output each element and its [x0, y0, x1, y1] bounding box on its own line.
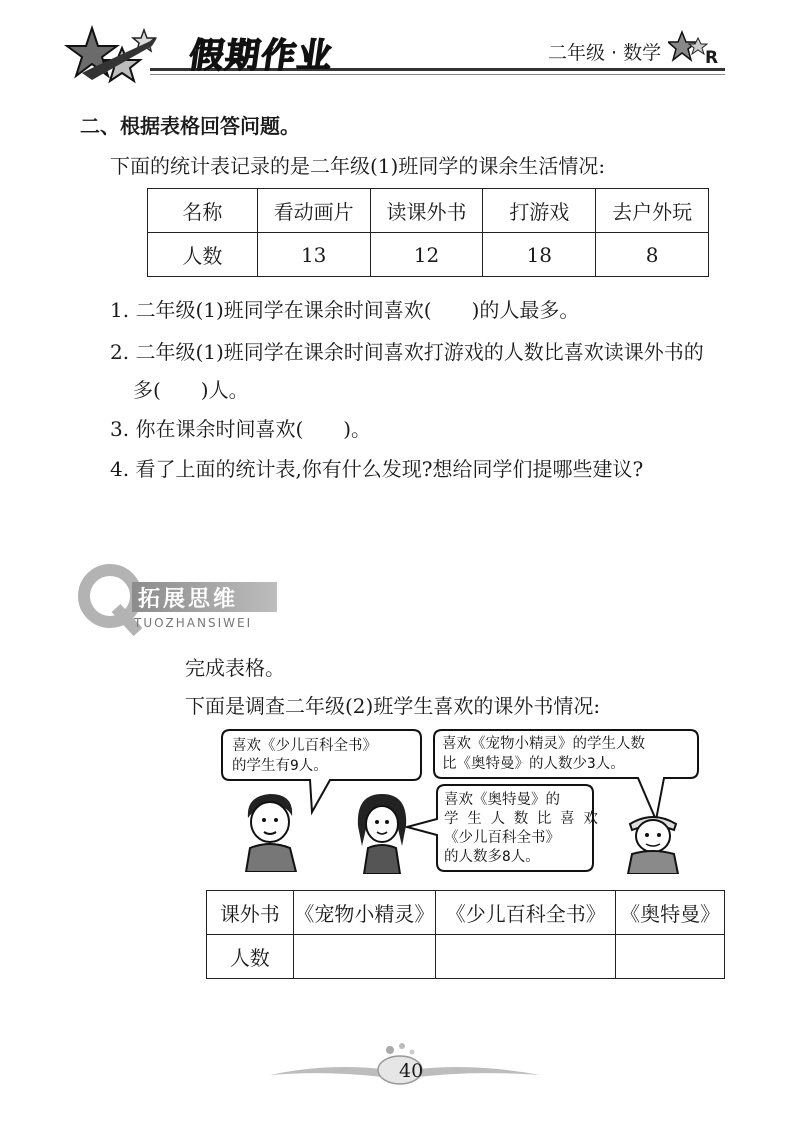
bubble-3-line-1: 喜欢《奥特曼》的 — [444, 792, 560, 808]
table-row — [207, 935, 725, 979]
girl-illustration — [352, 790, 412, 874]
question-2-cont: 多( )人。 — [133, 378, 249, 402]
answer-cell[interactable] — [436, 935, 616, 979]
expand-intro: 下面是调查二年级(2)班学生喜欢的课外书情况: — [185, 694, 601, 718]
bubble-2-line-2: 比《奥特曼》的人数少3人。 — [442, 756, 625, 772]
table-cell: 打游戏 — [483, 189, 596, 233]
boy-1-illustration — [236, 790, 306, 872]
table-cell: 《奥特曼》 — [616, 891, 725, 935]
stats-table — [147, 188, 709, 277]
table-cell: 看动画片 — [257, 189, 370, 233]
header-subtitle: 二年级 · 数学 — [548, 42, 662, 64]
table-row — [207, 891, 725, 935]
expand-title: 拓展思维 — [138, 587, 239, 612]
table-cell: 人数 — [207, 935, 294, 979]
table-cell: 《少儿百科全书》 — [436, 891, 616, 935]
header-stars-logo — [62, 18, 162, 98]
section-title: 二、根据表格回答问题。 — [80, 114, 300, 138]
table-cell: 读课外书 — [370, 189, 483, 233]
table-cell: 《宠物小精灵》 — [293, 891, 435, 935]
boy-2-illustration — [620, 808, 686, 874]
table-cell: 12 — [370, 233, 483, 277]
header-title: 假期作业 — [186, 36, 337, 76]
table-cell: 课外书 — [207, 891, 294, 935]
bubble-1-line-1: 喜欢《少儿百科全书》 — [232, 738, 377, 754]
expand-task: 完成表格。 — [185, 656, 285, 680]
table-cell: 去户外玩 — [596, 189, 709, 233]
question-1: 1. 二年级(1)班同学在课余时间喜欢( )的人最多。 — [110, 298, 580, 322]
table-cell: 名称 — [148, 189, 258, 233]
answer-cell[interactable] — [293, 935, 435, 979]
table-row — [148, 189, 709, 233]
page-number: 40 — [399, 1060, 424, 1082]
expand-title-pinyin: TUOZHANSIWEI — [134, 616, 253, 630]
bubble-3-line-2: 学 生 人 数 比 喜 欢 — [444, 811, 598, 827]
question-3: 3. 你在课余时间喜欢( )。 — [110, 417, 372, 441]
bubble-3-line-3: 《少儿百科全书》 — [444, 830, 560, 846]
table-cell: 8 — [596, 233, 709, 277]
question-4: 4. 看了上面的统计表,你有什么发现?想给同学们提哪些建议? — [110, 457, 644, 481]
table-cell: 人数 — [148, 233, 258, 277]
answer-cell[interactable] — [616, 935, 725, 979]
bubble-3-line-4: 的人数多8人。 — [444, 849, 540, 865]
table-cell: 18 — [483, 233, 596, 277]
books-table — [206, 890, 725, 979]
header-badge: R — [705, 48, 719, 68]
bubble-1-line-2: 的学生有9人。 — [232, 758, 328, 774]
section-intro: 下面的统计表记录的是二年级(1)班同学的课余生活情况: — [110, 154, 606, 178]
header-star-icon — [668, 30, 708, 64]
question-2: 2. 二年级(1)班同学在课余时间喜欢打游戏的人数比喜欢读课外书的 — [110, 340, 704, 364]
table-cell: 13 — [257, 233, 370, 277]
bubble-2-line-1: 喜欢《宠物小精灵》的学生人数 — [442, 736, 645, 752]
table-row — [148, 233, 709, 277]
